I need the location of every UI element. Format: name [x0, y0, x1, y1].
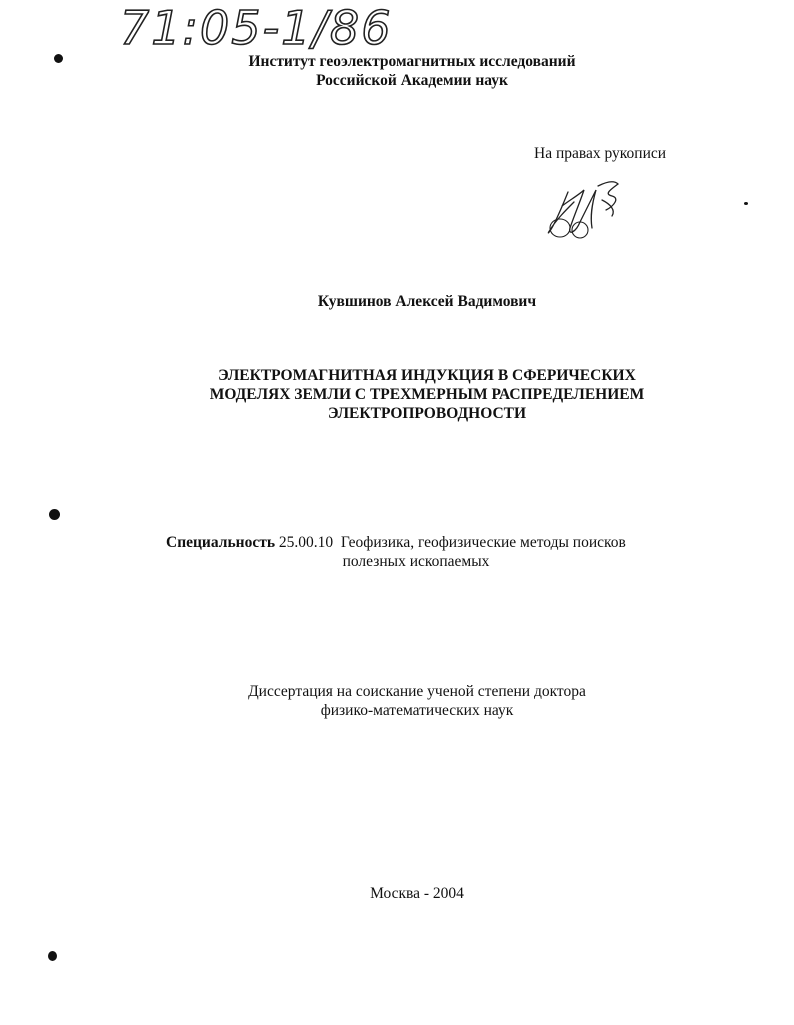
specialty-name-line-2: полезных ископаемых — [342, 553, 490, 570]
institute-line-2: Российской Академии наук — [316, 72, 508, 89]
scan-mark-right — [744, 202, 748, 205]
place-year: Москва - 2004 — [370, 885, 464, 902]
title-line-2: МОДЕЛЯХ ЗЕМЛИ С ТРЕХМЕРНЫМ РАСПРЕДЕЛЕНИЕМ — [209, 386, 645, 403]
institute-name — [30, 52, 794, 90]
specialty-line-1 — [166, 533, 686, 552]
scan-dot-middle — [49, 509, 60, 520]
institute-line-1: Институт геоэлектромагнитных исследований — [248, 53, 576, 70]
specialty-label: Специальность — [166, 534, 276, 551]
specialty-block — [166, 533, 686, 571]
handwritten-archive-number — [120, 0, 420, 60]
author-name: Кувшинов Алексей Вадимович — [317, 293, 537, 310]
scan-dot-bottom — [48, 951, 57, 961]
specialty-name-line-1: Геофизика, геофизические методы поисков — [340, 534, 626, 551]
title-line-3: ЭЛЕКТРОПРОВОДНОСТИ — [327, 405, 527, 422]
degree-line-2: физико-математических наук — [320, 702, 514, 719]
rights-note: На правах рукописи — [534, 145, 667, 162]
title-line-1: ЭЛЕКТРОМАГНИТНАЯ ИНДУКЦИЯ В СФЕРИЧЕСКИХ — [218, 367, 636, 384]
signature-icon — [540, 172, 630, 242]
degree-statement — [20, 682, 794, 720]
scan-dot-top — [54, 54, 63, 63]
specialty-code: 25.00.10 — [278, 534, 334, 551]
dissertation-title — [20, 366, 794, 423]
svg-text:71:05-1/86: 71:05-1/86 — [120, 1, 393, 55]
degree-line-1: Диссертация на соискание ученой степени доктора — [248, 683, 586, 700]
